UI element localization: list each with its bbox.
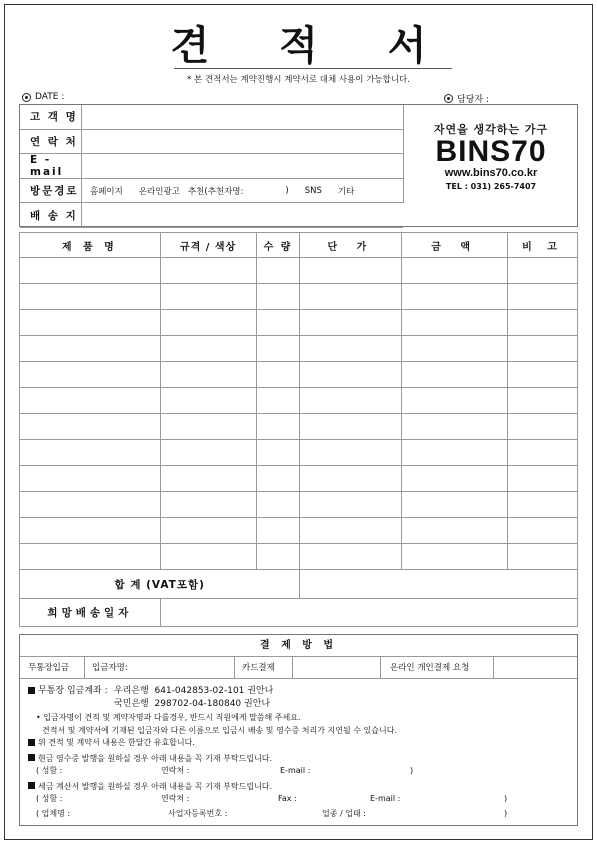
- tax-business-type-field[interactable]: 업종 / 업태 :: [322, 808, 366, 818]
- table-cell[interactable]: [20, 518, 161, 544]
- table-cell[interactable]: [256, 362, 300, 388]
- table-row: [20, 284, 578, 310]
- items-body: [20, 258, 578, 570]
- tax-name-field[interactable]: ( 성함 :: [36, 794, 63, 803]
- table-cell[interactable]: [160, 258, 256, 284]
- table-cell[interactable]: [508, 544, 578, 570]
- shipping-address-label: 배 송 지: [20, 203, 82, 227]
- table-cell[interactable]: [508, 362, 578, 388]
- delivery-date-row: [20, 599, 578, 627]
- date-field[interactable]: [22, 92, 64, 102]
- delay-notice: 견적서 및 계약서에 기재된 입금자와 다른 이름으로 입금시 배송 및 영수증 처리가 지연될 수 있습니다.: [42, 725, 397, 735]
- table-cell[interactable]: [402, 544, 508, 570]
- table-row: [20, 414, 578, 440]
- table-cell[interactable]: [20, 440, 161, 466]
- bank-2-info: 국민은행 298702-04-180840 권안나: [114, 698, 271, 709]
- header-unit-price: 단 가: [300, 233, 402, 258]
- total-label: 합 계 (VAT포함): [20, 570, 300, 599]
- visit-route-options: [90, 179, 354, 203]
- bank-account-1: [28, 685, 571, 698]
- items-header-row: [20, 233, 578, 258]
- brand-logo: BINS70: [435, 135, 547, 168]
- options-divider: [292, 657, 293, 679]
- options-divider: [493, 657, 494, 679]
- table-cell[interactable]: [508, 414, 578, 440]
- depositor-notice: • 입금자명이 견적 및 계약자명과 다를경우, 반드시 직원에게 말씀해 주세요.: [36, 713, 301, 722]
- table-cell[interactable]: [256, 310, 300, 336]
- contact-label: 연 락 처: [20, 130, 82, 154]
- table-cell[interactable]: [508, 466, 578, 492]
- table-cell[interactable]: [256, 466, 300, 492]
- receipt-name-field[interactable]: ( 성함 :: [36, 766, 63, 775]
- table-cell[interactable]: [20, 362, 161, 388]
- table-cell[interactable]: [256, 258, 300, 284]
- option-homepage[interactable]: 홈페이지: [90, 186, 123, 197]
- usage-note: * 본 견적서는 계약진행시 계약서로 대체 사용이 가능합니다.: [187, 75, 410, 85]
- depositor-name-label[interactable]: 입금자명:: [92, 663, 128, 673]
- tax-fields-1[interactable]: [28, 793, 571, 806]
- table-cell[interactable]: [508, 440, 578, 466]
- bullet-circle-icon: [444, 94, 453, 103]
- option-card-payment[interactable]: 카드결제: [242, 663, 275, 673]
- table-cell[interactable]: [508, 492, 578, 518]
- brand-block: [403, 105, 579, 203]
- brand-tel: TEL : 031) 265-7407: [445, 182, 537, 191]
- visit-route-label: 방문경로: [20, 179, 82, 203]
- table-cell[interactable]: [300, 414, 402, 440]
- option-online-payment[interactable]: 온라인 개인결제 요청: [390, 663, 470, 673]
- table-cell[interactable]: [160, 492, 256, 518]
- table-cell[interactable]: [508, 258, 578, 284]
- tax-fax-field[interactable]: Fax :: [278, 794, 297, 803]
- option-referral-close: ): [285, 185, 289, 196]
- tax-fields-2[interactable]: [28, 808, 571, 821]
- brand-slogan: 자연을 생각하는 가구: [433, 123, 549, 136]
- table-cell[interactable]: [300, 440, 402, 466]
- table-cell[interactable]: [160, 466, 256, 492]
- table-cell[interactable]: [256, 544, 300, 570]
- table-cell[interactable]: [256, 440, 300, 466]
- document-title: 견 적 서: [170, 22, 455, 69]
- title-divider: [174, 68, 452, 69]
- table-cell[interactable]: [20, 310, 161, 336]
- table-cell[interactable]: [508, 518, 578, 544]
- account-label: 무통장 입금계좌 :: [38, 686, 108, 696]
- validity-line: [28, 737, 571, 750]
- table-cell[interactable]: [256, 284, 300, 310]
- email-row[interactable]: [20, 154, 403, 179]
- table-cell[interactable]: [300, 492, 402, 518]
- items-table: [19, 232, 578, 627]
- table-cell[interactable]: [402, 440, 508, 466]
- total-row: [20, 570, 578, 599]
- table-row: [20, 492, 578, 518]
- table-cell[interactable]: [402, 362, 508, 388]
- visit-route-row: [20, 179, 403, 204]
- table-cell[interactable]: [160, 518, 256, 544]
- table-cell[interactable]: [20, 544, 161, 570]
- contact-row[interactable]: [20, 130, 403, 155]
- tax-contact-field[interactable]: 연락처 :: [161, 794, 190, 803]
- table-cell[interactable]: [300, 258, 402, 284]
- date-label: DATE :: [35, 92, 65, 102]
- table-cell[interactable]: [20, 466, 161, 492]
- tax-text: 세금 계산서 발행을 원하실 경우 아래 내용을 꼭 기재 부탁드립니다.: [38, 781, 273, 791]
- customer-name-row[interactable]: [20, 105, 403, 130]
- payment-section: [19, 634, 578, 826]
- payment-title: 결 제 방 법: [20, 635, 577, 657]
- header-spec: 규격 / 색상: [160, 233, 256, 258]
- tax-close-2: ): [504, 808, 508, 818]
- table-cell[interactable]: [300, 284, 402, 310]
- table-row: [20, 440, 578, 466]
- table-row: [20, 466, 578, 492]
- table-cell[interactable]: [300, 544, 402, 570]
- tax-business-number-field[interactable]: 사업자등록번호 :: [168, 808, 228, 818]
- email-label: E - mail: [20, 154, 82, 178]
- table-row: [20, 310, 578, 336]
- table-cell[interactable]: [160, 310, 256, 336]
- table-cell[interactable]: [20, 258, 161, 284]
- header-quantity: 수 량: [256, 233, 300, 258]
- tax-close-1: ): [504, 794, 508, 803]
- table-cell[interactable]: [256, 336, 300, 362]
- table-cell[interactable]: [20, 336, 161, 362]
- receipt-email-field[interactable]: E-mail :: [280, 766, 311, 775]
- table-cell[interactable]: [256, 388, 300, 414]
- table-cell[interactable]: [508, 284, 578, 310]
- table-row: [20, 544, 578, 570]
- table-cell[interactable]: [256, 492, 300, 518]
- notice-line-1: [28, 712, 571, 725]
- table-cell[interactable]: [402, 414, 508, 440]
- table-cell[interactable]: [160, 388, 256, 414]
- table-row: [20, 518, 578, 544]
- table-cell[interactable]: [160, 414, 256, 440]
- option-bank-transfer[interactable]: 무통장입금: [28, 663, 70, 673]
- table-cell[interactable]: [402, 492, 508, 518]
- table-cell[interactable]: [20, 388, 161, 414]
- table-row: [20, 258, 578, 284]
- table-row: [20, 388, 578, 414]
- customer-name-label: 고 객 명: [20, 105, 82, 129]
- bullet-square-icon: [28, 754, 35, 761]
- bullet-square-icon: [28, 782, 35, 789]
- validity-text: 위 견적 및 계약서 내용은 한달간 유효합니다.: [38, 738, 195, 747]
- notice-line-2: [28, 725, 571, 738]
- table-cell[interactable]: [160, 362, 256, 388]
- bank-account-2: [28, 698, 571, 711]
- table-cell[interactable]: [20, 284, 161, 310]
- table-cell[interactable]: [508, 388, 578, 414]
- tax-company-field[interactable]: ( 업체명 :: [36, 808, 71, 818]
- table-cell[interactable]: [508, 310, 578, 336]
- header-remarks: 비 고: [508, 233, 578, 258]
- total-value[interactable]: [300, 570, 578, 599]
- table-cell[interactable]: [300, 336, 402, 362]
- table-cell[interactable]: [160, 544, 256, 570]
- table-cell[interactable]: [402, 258, 508, 284]
- table-cell[interactable]: [160, 440, 256, 466]
- table-cell[interactable]: [402, 518, 508, 544]
- bullet-square-icon: [28, 687, 35, 694]
- delivery-date-label: 희망배송일자: [20, 599, 161, 627]
- bank-1-info: 우리은행 641-042853-02-101 권안나: [114, 686, 274, 696]
- table-row: [20, 336, 578, 362]
- receipt-close: ): [410, 766, 414, 775]
- table-cell[interactable]: [402, 336, 508, 362]
- table-cell[interactable]: [20, 414, 161, 440]
- option-referral[interactable]: 추천(추천자명:: [187, 186, 244, 197]
- table-cell[interactable]: [20, 492, 161, 518]
- options-divider: [380, 657, 381, 679]
- receipt-contact-field[interactable]: 연락처 :: [161, 766, 190, 775]
- table-cell[interactable]: [300, 466, 402, 492]
- table-cell[interactable]: [160, 336, 256, 362]
- receipt-line: [28, 753, 571, 766]
- header-product: 제 품 명: [20, 233, 161, 258]
- table-cell[interactable]: [300, 362, 402, 388]
- delivery-date-value[interactable]: [160, 599, 577, 627]
- table-cell[interactable]: [402, 466, 508, 492]
- tax-email-field[interactable]: E-mail :: [370, 794, 401, 803]
- bullet-circle-icon: [22, 93, 31, 102]
- payment-options-row: [20, 657, 577, 679]
- table-cell[interactable]: [300, 518, 402, 544]
- option-other[interactable]: 기타: [337, 186, 355, 197]
- option-online-ad[interactable]: 온라인광고: [138, 186, 180, 197]
- tax-line: [28, 781, 571, 794]
- receipt-text: 현금 영수증 발행을 원하실 경우 아래 내용을 꼭 기재 부탁드립니다.: [38, 753, 273, 763]
- manager-label: 담당자 :: [457, 95, 489, 105]
- table-cell[interactable]: [300, 310, 402, 336]
- table-cell[interactable]: [402, 284, 508, 310]
- options-divider: [84, 657, 85, 679]
- table-row: [20, 362, 578, 388]
- bullet-square-icon: [28, 739, 35, 746]
- shipping-address-row[interactable]: [20, 203, 403, 228]
- table-cell[interactable]: [402, 388, 508, 414]
- table-cell[interactable]: [508, 336, 578, 362]
- header-amount: 금 액: [402, 233, 508, 258]
- table-cell[interactable]: [300, 388, 402, 414]
- option-sns[interactable]: SNS: [304, 185, 322, 196]
- table-cell[interactable]: [256, 518, 300, 544]
- table-cell[interactable]: [256, 414, 300, 440]
- receipt-fields[interactable]: [28, 765, 571, 778]
- options-divider: [234, 657, 235, 679]
- payment-details: [28, 685, 571, 820]
- table-cell[interactable]: [402, 310, 508, 336]
- table-cell[interactable]: [160, 284, 256, 310]
- customer-info-section: [19, 104, 578, 227]
- brand-url: www.bins70.co.kr: [444, 167, 538, 179]
